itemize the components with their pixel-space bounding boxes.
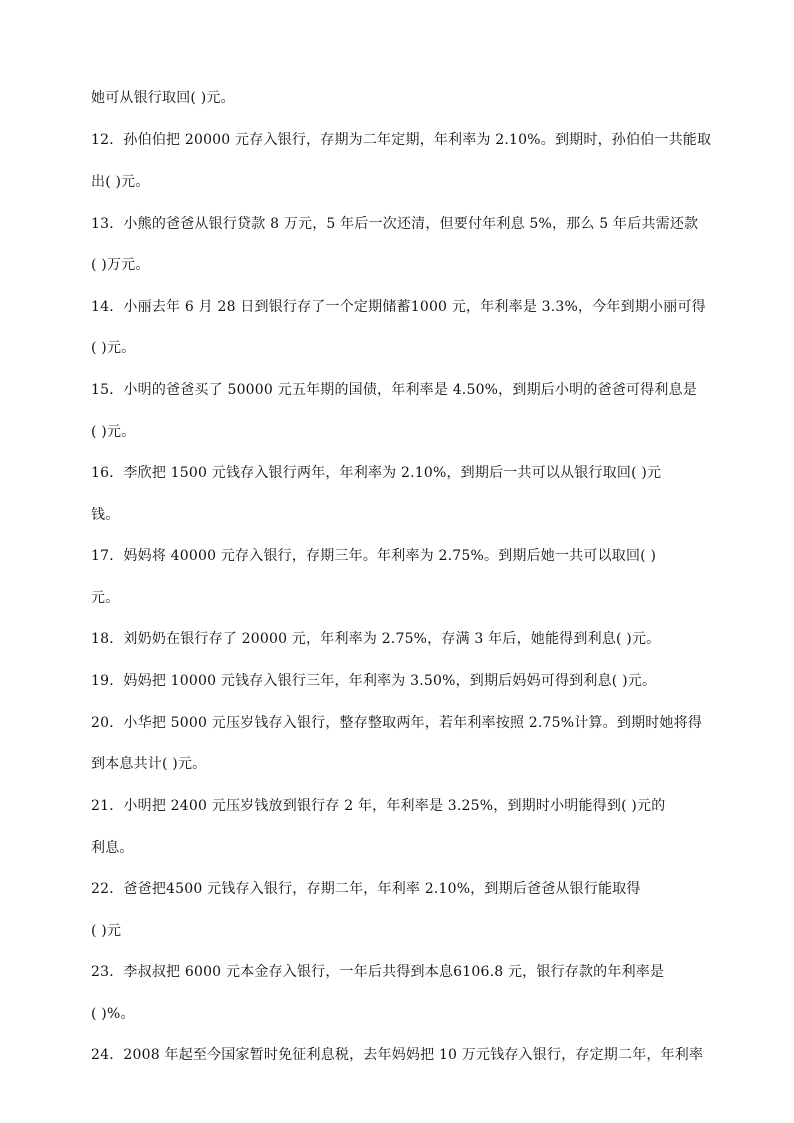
question-22-line-1: 22．爸爸把4500 元钱存入银行，存期二年，年利率 2.10%，到期后爸爸从银行能取得 [91,881,641,897]
question-17-line-1: 17．妈妈将 40000 元存入银行，存期三年。年利率为 2.75%。到期后她一共可以取回( ) [91,548,657,564]
question-20-line-1: 20．小华把 5000 元压岁钱存入银行，整存整取两年，若年利率按照 2.75%计算。到期时她将得 [91,715,703,731]
question-21-line-1: 21．小明把 2400 元压岁钱放到银行存 2 年，年利率是 3.25%，到期时小明能得到( )元的 [91,798,666,814]
question-12-line-2: 出( )元。 [91,174,150,190]
question-23-line-2: ( )%。 [91,1006,135,1022]
question-23-line-1: 23．李叔叔把 6000 元本金存入银行，一年后共得到本息6106.8 元，银行存款的年利率是 [91,964,665,980]
question-13-line-1: 13．小熊的爸爸从银行贷款 8 万元，5 年后一次还清，但要付年利息 5%，那么 5 年后共需还款 [91,216,699,232]
question-16-line-1: 16．李欣把 1500 元钱存入银行两年，年利率为 2.10%，到期后一共可以从银行取回( )元 [91,465,662,481]
question-19-line-1: 19．妈妈把 10000 元钱存入银行三年，年利率为 3.50%，到期后妈妈可得到利息( )元。 [91,673,657,689]
question-16-line-2: 钱。 [91,507,120,523]
question-21-line-2: 利息。 [91,840,134,856]
question-15-line-2: ( )元。 [91,424,136,440]
question-13-line-2: ( )万元。 [91,257,150,273]
question-20-line-2: 到本息共计( )元。 [91,756,207,772]
text-line-continuation: 她可从银行取回( )元。 [91,90,235,106]
question-15-line-1: 15．小明的爸爸买了 50000 元五年期的国债，年利率是 4.50%，到期后小明的爸爸可得利息是 [91,382,697,398]
question-17-line-2: 元。 [91,590,120,606]
question-24-line-1: 24．2008 年起至今国家暂时免征利息税，去年妈妈把 10 万元钱存入银行，存定期二年，年利率 [91,1047,704,1063]
question-14-line-1: 14．小丽去年 6 月 28 日到银行存了一个定期储蓄1000 元，年利率是 3.3%，今年到期小丽可得 [91,299,706,315]
question-22-line-2: ( )元 [91,923,122,939]
question-14-line-2: ( )元。 [91,340,136,356]
question-18-line-1: 18．刘奶奶在银行存了 20000 元，年利率为 2.75%，存满 3 年后，她能得到利息( )元。 [91,631,661,647]
question-12-line-1: 12．孙伯伯把 20000 元存入银行，存期为二年定期，年利率为 2.10%。到期时，孙伯伯一共能取 [91,132,712,148]
